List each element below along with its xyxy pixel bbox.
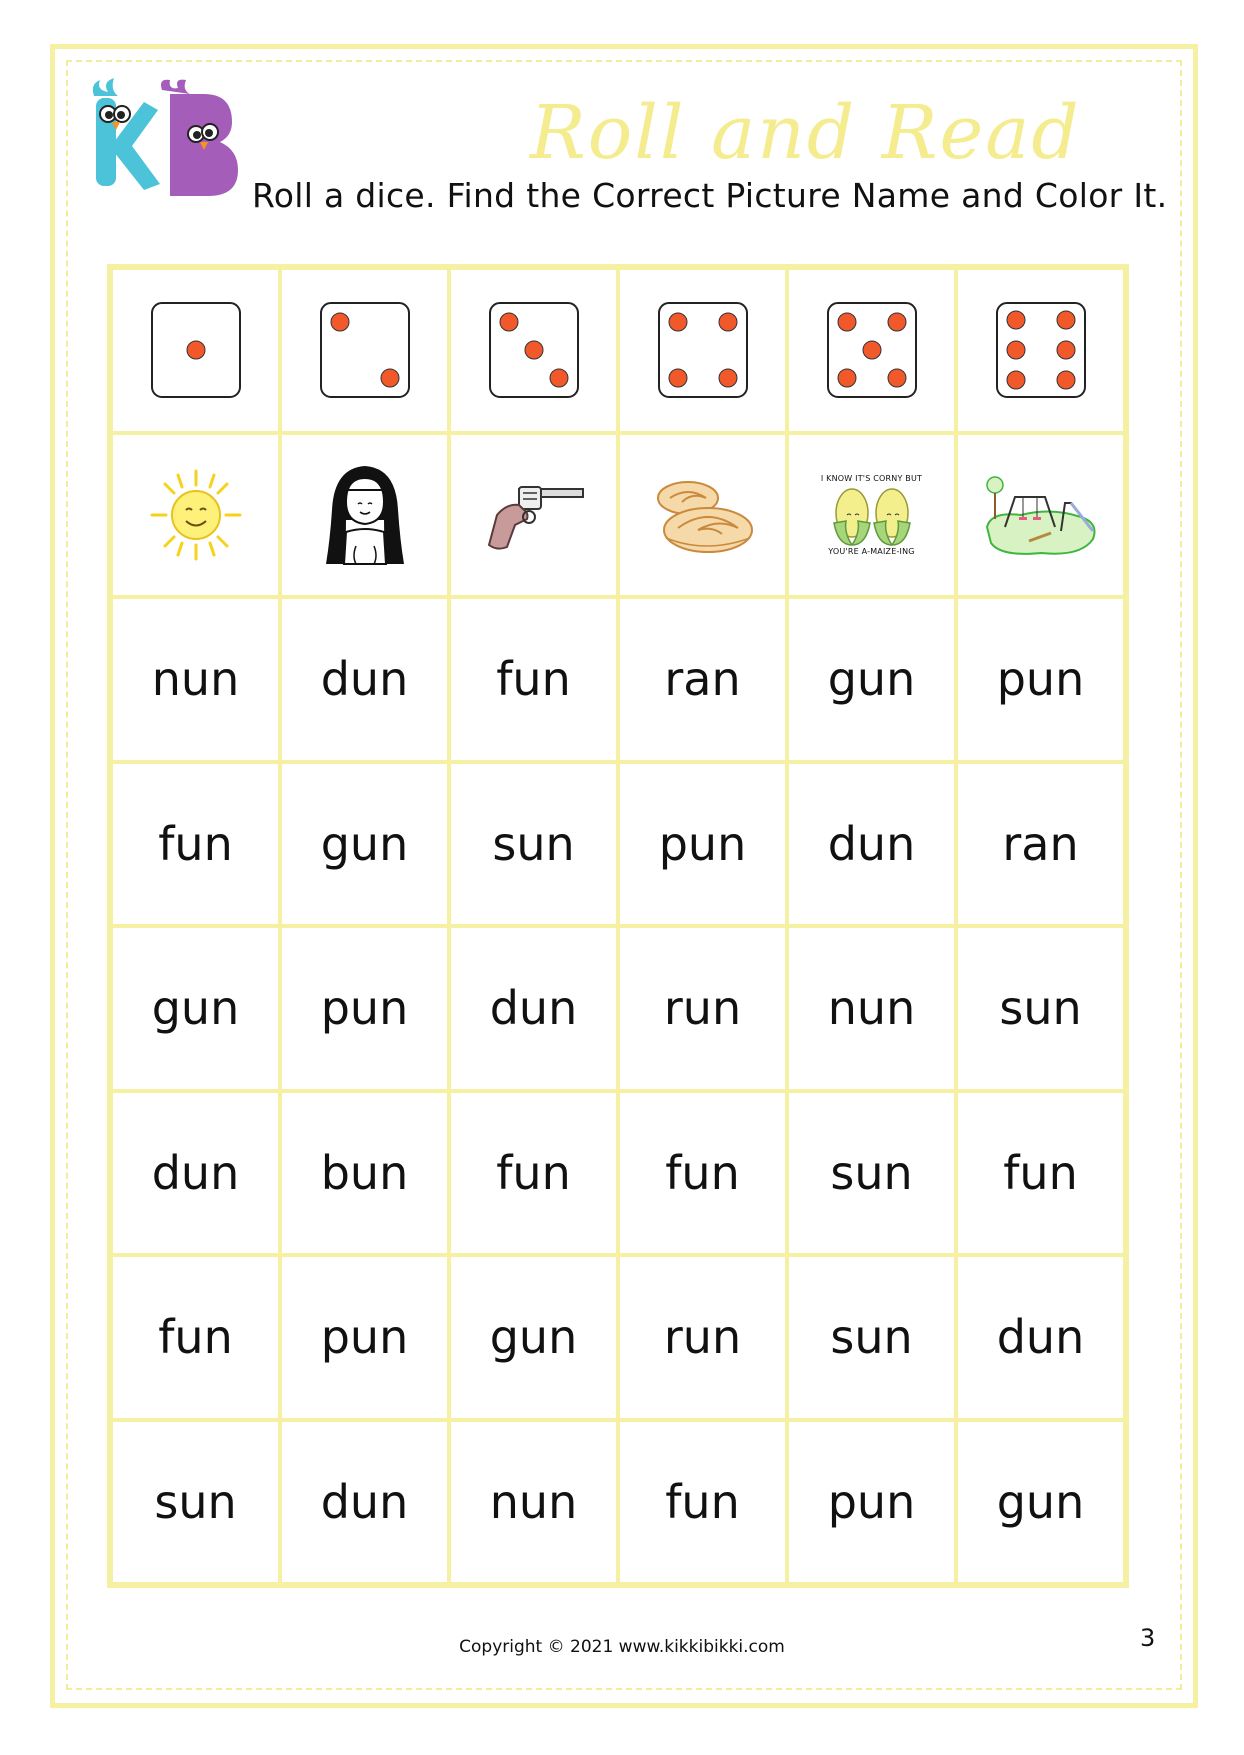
word-cell[interactable] bbox=[111, 597, 280, 762]
die-cell-2[interactable] bbox=[280, 268, 449, 433]
word-label: nun bbox=[151, 652, 240, 707]
word-label: nun bbox=[827, 981, 916, 1036]
word-cell[interactable] bbox=[449, 926, 618, 1091]
word-label: ran bbox=[1002, 816, 1079, 871]
word-cell[interactable] bbox=[787, 926, 956, 1091]
word-cell[interactable] bbox=[787, 1255, 956, 1420]
playground-fun-icon bbox=[981, 467, 1101, 563]
word-label: run bbox=[663, 1310, 742, 1365]
word-label: dun bbox=[996, 1310, 1085, 1365]
word-cell[interactable] bbox=[449, 597, 618, 762]
word-label: sun bbox=[830, 1145, 913, 1200]
word-label: gun bbox=[151, 981, 240, 1036]
die-cell-5[interactable] bbox=[787, 268, 956, 433]
word-cell[interactable] bbox=[618, 1091, 787, 1256]
word-cell[interactable] bbox=[618, 1420, 787, 1585]
word-label: fun bbox=[496, 1145, 571, 1200]
word-label: gun bbox=[827, 652, 916, 707]
word-label: pun bbox=[658, 816, 747, 871]
word-cell[interactable] bbox=[449, 1091, 618, 1256]
word-label: pun bbox=[320, 981, 409, 1036]
corn-pun-icon bbox=[824, 483, 920, 547]
nun-icon bbox=[320, 460, 410, 570]
kb-logo bbox=[86, 76, 246, 210]
word-label: dun bbox=[320, 652, 409, 707]
die-2-icon bbox=[318, 300, 412, 400]
word-label: fun bbox=[665, 1145, 740, 1200]
die-cell-1[interactable] bbox=[111, 268, 280, 433]
word-cell[interactable] bbox=[280, 1255, 449, 1420]
picture-cell-pun[interactable] bbox=[787, 433, 956, 598]
word-cell[interactable] bbox=[111, 762, 280, 927]
corn-pun-bottom-text: YOU'RE A-MAIZE-ING bbox=[828, 546, 915, 556]
page-title: Roll and Read bbox=[530, 90, 1081, 176]
word-label: gun bbox=[996, 1474, 1085, 1529]
die-1-icon bbox=[149, 300, 243, 400]
word-label: sun bbox=[154, 1474, 237, 1529]
word-label: fun bbox=[158, 1310, 233, 1365]
die-3-icon bbox=[487, 300, 581, 400]
word-label: dun bbox=[827, 816, 916, 871]
word-label: fun bbox=[496, 652, 571, 707]
word-label: dun bbox=[489, 981, 578, 1036]
logo-k bbox=[93, 78, 160, 190]
word-cell[interactable] bbox=[956, 926, 1125, 1091]
logo-b bbox=[161, 80, 238, 196]
die-cell-6[interactable] bbox=[956, 268, 1125, 433]
picture-cell-fun[interactable] bbox=[956, 433, 1125, 598]
word-label: fun bbox=[665, 1474, 740, 1529]
word-label: dun bbox=[151, 1145, 240, 1200]
word-label: sun bbox=[999, 981, 1082, 1036]
word-label: gun bbox=[320, 816, 409, 871]
word-cell[interactable] bbox=[787, 762, 956, 927]
word-cell[interactable] bbox=[111, 926, 280, 1091]
word-cell[interactable] bbox=[618, 926, 787, 1091]
roll-and-read-grid bbox=[107, 264, 1129, 1588]
word-label: run bbox=[663, 981, 742, 1036]
word-cell[interactable] bbox=[787, 597, 956, 762]
word-cell[interactable] bbox=[449, 1255, 618, 1420]
die-cell-3[interactable] bbox=[449, 268, 618, 433]
word-cell[interactable] bbox=[618, 1255, 787, 1420]
word-cell[interactable] bbox=[280, 1091, 449, 1256]
word-label: fun bbox=[1003, 1145, 1078, 1200]
word-label: sun bbox=[492, 816, 575, 871]
word-cell[interactable] bbox=[956, 1420, 1125, 1585]
word-label: bun bbox=[320, 1145, 409, 1200]
word-label: fun bbox=[158, 816, 233, 871]
gun-icon bbox=[479, 475, 589, 555]
word-cell[interactable] bbox=[111, 1420, 280, 1585]
word-cell[interactable] bbox=[956, 762, 1125, 927]
word-cell[interactable] bbox=[787, 1420, 956, 1585]
word-cell[interactable] bbox=[111, 1091, 280, 1256]
instructions-text: Roll a dice. Find the Correct Picture Name and Color It. bbox=[252, 176, 1168, 215]
die-4-icon bbox=[656, 300, 750, 400]
corn-pun-top-text: I KNOW IT'S CORNY BUT bbox=[820, 473, 923, 483]
word-cell[interactable] bbox=[956, 597, 1125, 762]
die-6-icon bbox=[994, 300, 1088, 400]
sun-icon bbox=[146, 465, 246, 565]
word-cell[interactable] bbox=[787, 1091, 956, 1256]
word-cell[interactable] bbox=[449, 1420, 618, 1585]
word-label: sun bbox=[830, 1310, 913, 1365]
word-cell[interactable] bbox=[449, 762, 618, 927]
picture-cell-sun[interactable] bbox=[111, 433, 280, 598]
word-label: gun bbox=[489, 1310, 578, 1365]
word-label: pun bbox=[996, 652, 1085, 707]
word-label: nun bbox=[489, 1474, 578, 1529]
word-cell[interactable] bbox=[956, 1091, 1125, 1256]
word-cell[interactable] bbox=[280, 762, 449, 927]
corn-pun-picture bbox=[821, 474, 922, 556]
word-label: pun bbox=[827, 1474, 916, 1529]
picture-cell-gun[interactable] bbox=[449, 433, 618, 598]
word-cell[interactable] bbox=[618, 762, 787, 927]
word-cell[interactable] bbox=[956, 1255, 1125, 1420]
word-cell[interactable] bbox=[280, 597, 449, 762]
die-5-icon bbox=[825, 300, 919, 400]
word-cell[interactable] bbox=[280, 1420, 449, 1585]
word-label: pun bbox=[320, 1310, 409, 1365]
die-cell-4[interactable] bbox=[618, 268, 787, 433]
word-cell[interactable] bbox=[111, 1255, 280, 1420]
word-label: ran bbox=[664, 652, 741, 707]
word-label: dun bbox=[320, 1474, 409, 1529]
copyright-text: Copyright © 2021 www.kikkibikki.com bbox=[459, 1637, 785, 1657]
page-number: 3 bbox=[1140, 1624, 1156, 1652]
word-cell[interactable] bbox=[280, 926, 449, 1091]
word-cell[interactable] bbox=[618, 597, 787, 762]
picture-cell-nun[interactable] bbox=[280, 433, 449, 598]
picture-cell-bun[interactable] bbox=[618, 433, 787, 598]
bun-icon bbox=[648, 470, 758, 560]
